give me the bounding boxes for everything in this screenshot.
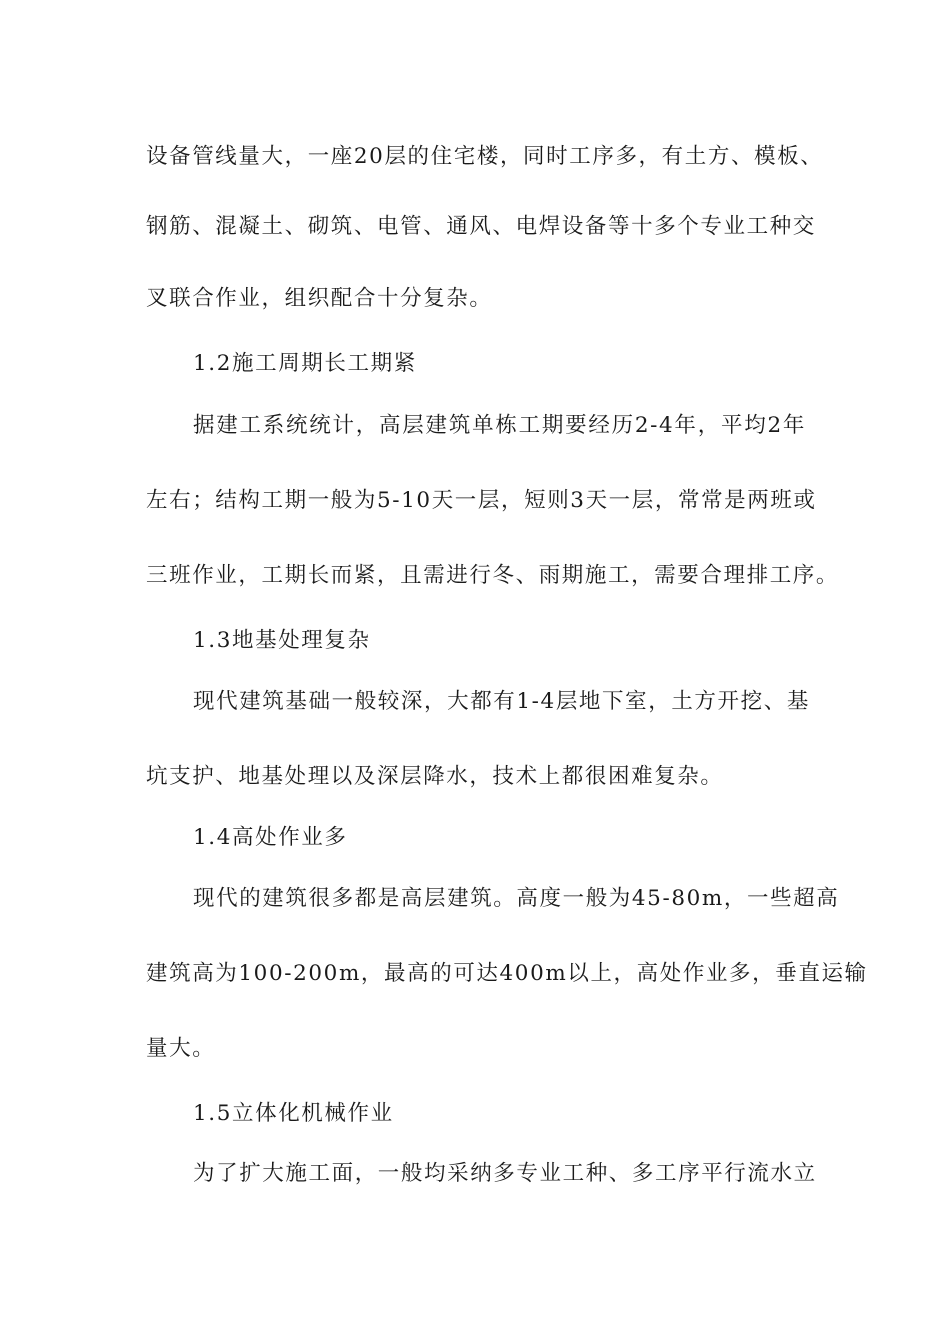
paragraph-line: 三班作业，工期长而紧，且需进行冬、雨期施工，需要合理排工序。	[146, 563, 840, 588]
section-heading: 1.2施工周期长工期紧	[193, 351, 417, 376]
paragraph-line: 建筑高为100-200m，最高的可达400m以上，高处作业多，垂直运输	[146, 961, 868, 986]
paragraph-line: 设备管线量大，一座20层的住宅楼，同时工序多，有土方、模板、	[146, 144, 824, 169]
paragraph-line: 钢筋、混凝土、砌筑、电管、通风、电焊设备等十多个专业工种交	[146, 214, 816, 239]
paragraph-line: 为了扩大施工面，一般均采纳多专业工种、多工序平行流水立	[193, 1161, 817, 1186]
paragraph-line: 量大。	[146, 1036, 216, 1061]
paragraph-line: 现代建筑基础一般较深，大都有1-4层地下室，土方开挖、基	[193, 689, 810, 714]
section-heading: 1.4高处作业多	[193, 825, 348, 850]
paragraph-line: 左右；结构工期一般为5-10天一层，短则3天一层，常常是两班或	[146, 488, 817, 513]
paragraph-line: 现代的建筑很多都是高层建筑。高度一般为45-80m，一些超高	[193, 886, 840, 911]
paragraph-line: 叉联合作业，组织配合十分复杂。	[146, 286, 493, 311]
section-heading: 1.5立体化机械作业	[193, 1101, 394, 1126]
paragraph-line: 据建工系统统计，高层建筑单栋工期要经历2-4年，平均2年	[193, 413, 806, 438]
paragraph-line: 坑支护、地基处理以及深层降水，技术上都很困难复杂。	[146, 764, 724, 789]
section-heading: 1.3地基处理复杂	[193, 628, 371, 653]
